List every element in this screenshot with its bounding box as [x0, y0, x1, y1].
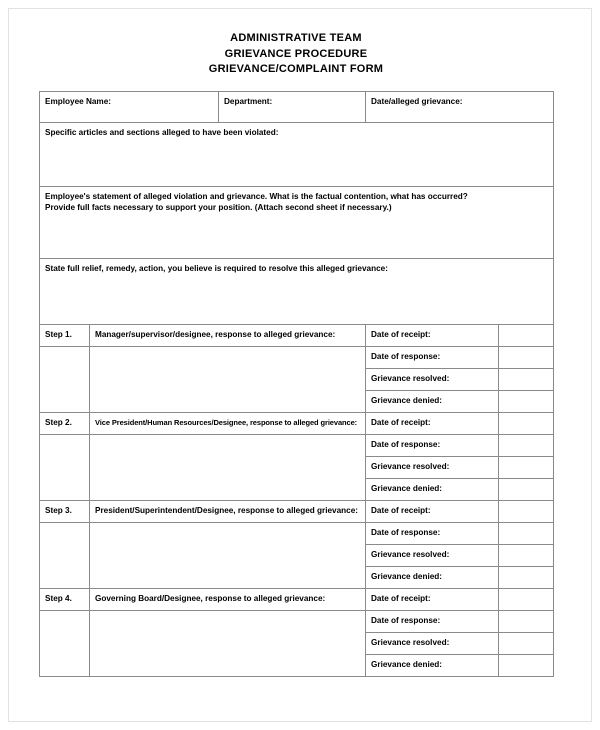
step-3-grievance-resolved-label-cell [366, 544, 499, 566]
table-row-step-3-response [40, 522, 554, 544]
step-3-grievance-denied-label-cell [366, 566, 499, 588]
step-1-grievance-resolved-label-cell [366, 368, 499, 390]
date-of-response-label: Date of response: [371, 527, 441, 537]
table-row-step-3-header [40, 500, 554, 522]
grievance-resolved-label: Grievance resolved: [371, 549, 450, 559]
step-2-grievance-resolved-value-cell[interactable] [499, 456, 554, 478]
step-1-grievance-denied-value-cell[interactable] [499, 390, 554, 412]
page-title [39, 31, 553, 91]
department-label: Department: [224, 96, 273, 106]
step-4-date-of-receipt-label-cell [366, 588, 499, 610]
step-4-date-of-response-label-cell [366, 610, 499, 632]
step-1-description-cell [90, 324, 366, 346]
employee-name-label: Employee Name: [45, 96, 111, 106]
table-row-statement [40, 186, 554, 258]
step-2-date-of-response-label-cell [366, 434, 499, 456]
step-1-left-blank-cell [40, 346, 90, 412]
step-2-number-cell [40, 412, 90, 434]
table-row-step-1-response [40, 346, 554, 368]
step-4-left-blank-cell [40, 610, 90, 676]
date-of-response-label: Date of response: [371, 615, 441, 625]
grievance-form-table [39, 91, 554, 677]
title-line-2: GRIEVANCE PROCEDURE [224, 47, 368, 60]
step-1-date-of-receipt-value-cell[interactable] [499, 324, 554, 346]
date-of-receipt-label: Date of receipt: [371, 329, 431, 339]
step-3-number: Step 3. [45, 505, 72, 515]
date-of-response-label: Date of response: [371, 351, 441, 361]
step-3-date-of-response-value-cell[interactable] [499, 522, 554, 544]
step-1-grievance-denied-label-cell [366, 390, 499, 412]
relief-requested-cell[interactable] [40, 258, 554, 324]
page-sheet [8, 8, 592, 722]
step-4-grievance-denied-label-cell [366, 654, 499, 676]
date-of-receipt-label: Date of receipt: [371, 593, 431, 603]
step-1-date-of-receipt-label-cell [366, 324, 499, 346]
statement-line-2: Provide full facts necessary to support your position. (Attach second sheet if necessary.) [45, 202, 392, 212]
step-4-date-of-response-value-cell[interactable] [499, 610, 554, 632]
step-2-grievance-denied-label-cell [366, 478, 499, 500]
step-4-number: Step 4. [45, 593, 72, 603]
table-row-relief [40, 258, 554, 324]
articles-violated-label: Specific articles and sections alleged to have been violated: [45, 127, 279, 137]
step-4-date-of-receipt-value-cell[interactable] [499, 588, 554, 610]
form-body [39, 31, 553, 677]
employee-statement-cell[interactable] [40, 186, 554, 258]
grievance-resolved-label: Grievance resolved: [371, 637, 450, 647]
step-2-grievance-denied-value-cell[interactable] [499, 478, 554, 500]
step-1-number: Step 1. [45, 329, 72, 339]
articles-violated-cell[interactable] [40, 122, 554, 186]
step-1-grievance-resolved-value-cell[interactable] [499, 368, 554, 390]
table-row-step-4-header [40, 588, 554, 610]
table-row-step-1-header [40, 324, 554, 346]
step-2-number: Step 2. [45, 417, 72, 427]
step-4-number-cell [40, 588, 90, 610]
step-3-number-cell [40, 500, 90, 522]
table-row-step-2-response [40, 434, 554, 456]
date-of-grievance-label: Date/alleged grievance: [371, 96, 463, 106]
step-2-description: Vice President/Human Resources/Designee, response to alleged grievance: [95, 417, 358, 427]
date-of-receipt-label: Date of receipt: [371, 505, 431, 515]
step-4-grievance-resolved-label-cell [366, 632, 499, 654]
step-1-date-of-response-value-cell[interactable] [499, 346, 554, 368]
table-row-step-4-response [40, 610, 554, 632]
title-line-3: GRIEVANCE/COMPLAINT FORM [208, 63, 384, 75]
step-3-description: President/Superintendent/Designee, response to alleged grievance: [95, 505, 358, 515]
step-1-date-of-response-label-cell [366, 346, 499, 368]
department-cell[interactable] [219, 91, 366, 122]
statement-line-1: Employee's statement of alleged violation and grievance. What is the factual contention, what has occurred? [45, 191, 468, 201]
grievance-resolved-label: Grievance resolved: [371, 373, 450, 383]
step-2-response-cell[interactable] [90, 434, 366, 500]
table-row-articles [40, 122, 554, 186]
relief-requested-label: State full relief, remedy, action, you believe is required to resolve this alleged grievance: [45, 263, 388, 273]
step-3-date-of-receipt-label-cell [366, 500, 499, 522]
step-2-left-blank-cell [40, 434, 90, 500]
step-3-description-cell [90, 500, 366, 522]
step-3-response-cell[interactable] [90, 522, 366, 588]
grievance-resolved-label: Grievance resolved: [371, 461, 450, 471]
step-3-grievance-resolved-value-cell[interactable] [499, 544, 554, 566]
step-1-response-cell[interactable] [90, 346, 366, 412]
step-3-left-blank-cell [40, 522, 90, 588]
step-4-response-cell[interactable] [90, 610, 366, 676]
step-4-description-cell [90, 588, 366, 610]
step-3-grievance-denied-value-cell[interactable] [499, 566, 554, 588]
step-2-date-of-receipt-value-cell[interactable] [499, 412, 554, 434]
date-of-grievance-cell[interactable] [366, 91, 554, 122]
grievance-denied-label: Grievance denied: [371, 659, 443, 669]
title-line-1: ADMINISTRATIVE TEAM [230, 32, 362, 44]
employee-name-cell[interactable] [40, 91, 219, 122]
date-of-response-label: Date of response: [371, 439, 441, 449]
step-2-grievance-resolved-label-cell [366, 456, 499, 478]
step-1-description: Manager/supervisor/designee, response to alleged grievance: [95, 329, 336, 339]
step-2-date-of-receipt-label-cell [366, 412, 499, 434]
step-4-grievance-resolved-value-cell[interactable] [499, 632, 554, 654]
grievance-denied-label: Grievance denied: [371, 571, 443, 581]
step-1-number-cell [40, 324, 90, 346]
grievance-denied-label: Grievance denied: [371, 395, 443, 405]
grievance-denied-label: Grievance denied: [371, 483, 443, 493]
date-of-receipt-label: Date of receipt: [371, 417, 431, 427]
step-4-grievance-denied-value-cell[interactable] [499, 654, 554, 676]
step-2-date-of-response-value-cell[interactable] [499, 434, 554, 456]
table-row-employee-info [40, 91, 554, 122]
step-3-date-of-response-label-cell [366, 522, 499, 544]
table-row-step-2-header [40, 412, 554, 434]
step-2-description-cell [90, 412, 366, 434]
step-4-description: Governing Board/Designee, response to alleged grievance: [95, 593, 326, 603]
step-3-date-of-receipt-value-cell[interactable] [499, 500, 554, 522]
